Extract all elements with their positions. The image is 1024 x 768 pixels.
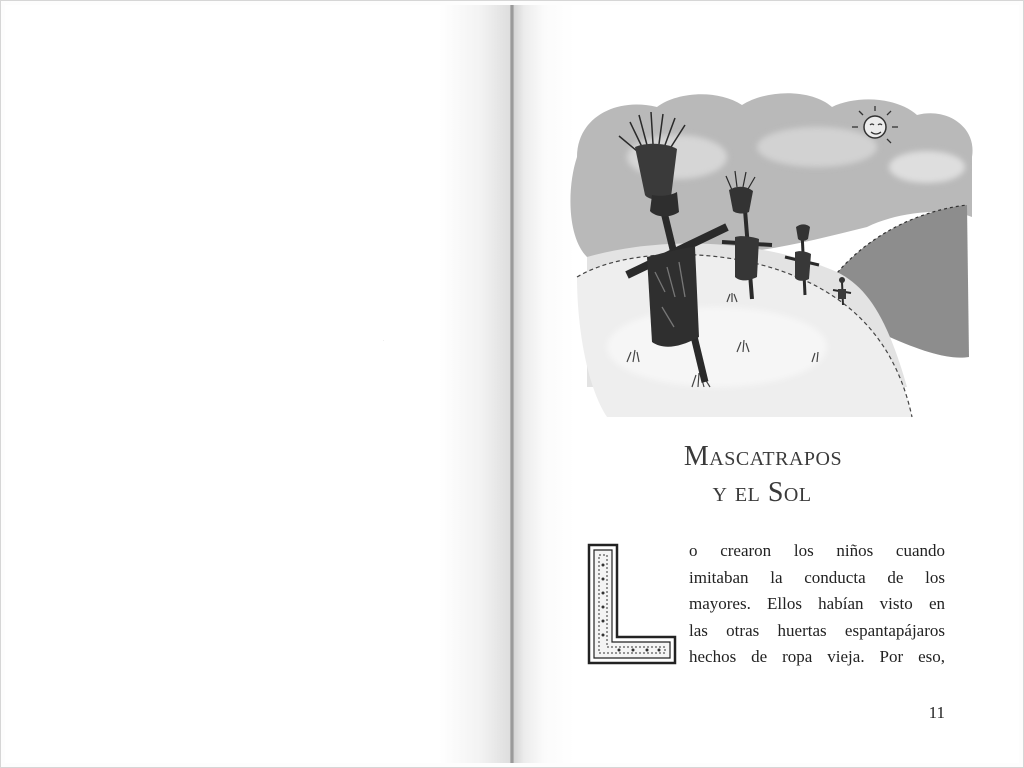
- body-line: hechos de ropa vieja. Por eso,: [689, 647, 945, 666]
- left-page-blank[interactable]: [5, 5, 510, 763]
- hill-highlight: [607, 307, 827, 387]
- cloud-highlight: [757, 127, 877, 167]
- body-line: o crearon los niños cuando: [689, 541, 945, 560]
- page-number: 11: [928, 703, 945, 722]
- dropcap-letter: L: [383, 341, 384, 342]
- body-line: imitaban la conducta de los: [689, 567, 945, 587]
- ornamental-dropcap-l: [383, 341, 681, 669]
- chapter-title: [641, 439, 901, 511]
- scarecrow-illustration: [567, 87, 977, 417]
- cloud-highlight: [889, 151, 965, 183]
- chapter-title-line-2: y el Sol: [712, 477, 812, 508]
- chapter-body-text: [689, 538, 945, 671]
- body-line: las otras huertas espantapájaros: [689, 620, 945, 640]
- chapter-title-line-1: Mascatrapos: [683, 441, 843, 472]
- body-line: mayores. Ellos habían visto en: [689, 594, 945, 613]
